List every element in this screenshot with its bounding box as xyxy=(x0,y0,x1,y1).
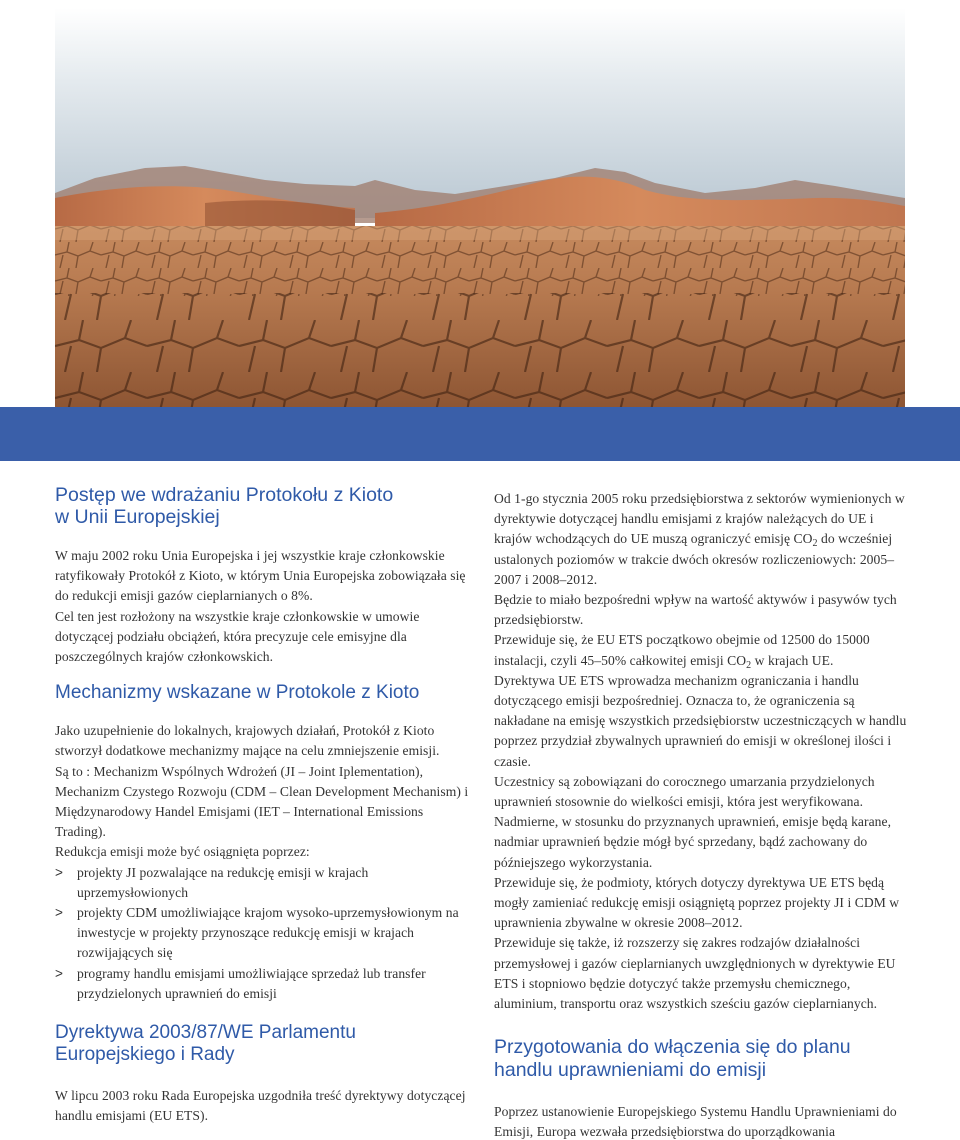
paragraph: Dyrektywa UE ETS wprowadza mechanizm ograniczania i handlu dotyczącego emisji bezpośredniej. Oznacza to, że ograniczenia są nakładane na emisję wszystkich przedsiębiorstw uczestniczących w handlu poprzez przydział zbywalnych uprawnień do emisji w określonej ilości i czasie. xyxy=(494,672,907,769)
paragraph: W lipcu 2003 roku Rada Europejska uzgodniła treść dyrektywy dotyczącej handlu emisjami (EU ETS). xyxy=(55,1088,466,1124)
paragraph: Poprzez ustanowienie Europejskiego Systemu Handlu Uprawnieniami do Emisji, Europa wezwała przedsiębiorstwa do uporządkowania xyxy=(494,1104,897,1140)
paragraph xyxy=(494,489,910,590)
heading-line: w Unii Europejskiej xyxy=(55,506,220,528)
paragraph xyxy=(494,630,910,670)
list-item xyxy=(55,863,473,903)
list-item-text: projekty CDM umożliwiające krajom wysoko-uprzemysłowionym na inwestycje w projekty przynoszące redukcję emisji w krajach rozwijających się xyxy=(77,905,459,961)
list-item xyxy=(55,903,473,964)
blue-band xyxy=(0,407,960,461)
paragraph: Będzie to miało bezpośredni wpływ na wartość aktywów i pasywów tych przedsiębiorstw. xyxy=(494,592,897,628)
text-run: do wcześniej ustalonych poziomów w trakcie dwóch okresów rozliczeniowych: 2005–2007 i 2008–2012. xyxy=(494,531,895,587)
text-run: Od 1-go stycznia 2005 roku przedsiębiorstwa z sektorów wymienionych w dyrektywie dotyczącej handlu emisjami z krajów należących do UE i krajów wchodzących do UE muszą ograniczyć emisję CO xyxy=(494,491,905,547)
heading-kyoto-mechanisms: Mechanizmy wskazane w Protokole z Kioto xyxy=(55,682,420,704)
right-column xyxy=(494,489,910,1140)
paragraph: Jako uzupełnienie do lokalnych, krajowych działań, Protokół z Kioto stworzył dodatkowe mechanizmy mające na celu zmniejszenie emisji. xyxy=(55,723,440,759)
heading-line: Europejskiego i Rady xyxy=(55,1044,235,1066)
hero-photo xyxy=(55,8,905,408)
bullet-mark: > xyxy=(55,864,63,880)
heading-line: Postęp we wdrażaniu Protokołu z Kioto xyxy=(55,484,394,506)
heading-line: Dyrektywa 2003/87/WE Parlamentu xyxy=(55,1022,356,1044)
heading-line: handlu uprawnieniami do emisji xyxy=(494,1059,767,1082)
bullet-mark: > xyxy=(55,905,63,921)
list-item-text: projekty JI pozwalające na redukcję emisji w krajach uprzemysłowionych xyxy=(77,864,369,900)
subscript: 2 xyxy=(812,538,818,550)
list-item xyxy=(55,964,473,1004)
text-run: w krajach UE. xyxy=(751,652,834,668)
paragraph: W maju 2002 roku Unia Europejska i jej wszystkie kraje członkowskie ratyfikowały Protokół z Kioto, w którym Unia Europejska zobowiązała się do redukcji emisji gazów cieplarnianych o 8%. xyxy=(55,548,466,604)
text-run: Przewiduje się, że EU ETS początkowo obejmie od 12500 do 15000 instalacji, czyli 45–50% całkowitej emisji CO xyxy=(494,632,870,668)
paragraph: Uczestnicy są zobowiązani do corocznego umarzania przydzielonych uprawnień stosownie do wielkości emisji, która jest weryfikowana. xyxy=(494,773,875,810)
bullet-mark: > xyxy=(55,965,63,981)
subscript: 2 xyxy=(746,659,752,671)
heading-directive xyxy=(55,1022,473,1066)
heading-line: Przygotowania do włączenia się do planu xyxy=(494,1036,851,1059)
heading-kyoto-progress xyxy=(55,484,473,528)
paragraph: Przewiduje się także, iż rozszerzy się zakres rodzajów działalności przemysłowej i gazów cieplarnianych uwzględnionych w dyrektywie EU ETS i stopniowo będzie dotyczyć także przemysłu chemicznego, aluminium, transportu oraz wszystkich sześciu gazów cieplarnianych. xyxy=(494,935,896,1012)
paragraph: Cel ten jest rozłożony na wszystkie kraje członkowskie w umowie dotyczącej podziału obciążeń, która precyzuje cele emisyjne dla poszczególnych krajów członkowskich. xyxy=(55,608,420,665)
bullet-list xyxy=(55,863,473,1004)
paragraph: Przewiduje się, że podmioty, których dotyczy dyrektywa UE ETS będą mogły zamieniać redukcję emisji osiągniętą poprzez projekty JI i CDM w uprawnienia zbywalne w okresie 2008–2012. xyxy=(494,874,900,931)
left-column xyxy=(55,484,473,1126)
heading-preparations xyxy=(494,1036,910,1082)
desert-cracked-earth-photo xyxy=(55,8,905,408)
paragraph: Nadmierne, w stosunku do przyznanych uprawnień, emisje będą karane, nadmiar uprawnień będzie mógł być sprzedany, bądź zachowany do późniejszego wykorzystania. xyxy=(494,814,892,870)
paragraph: Są to : Mechanizm Wspólnych Wdrożeń (JI – Joint Iplementation), Mechanizm Czystego Rozwoju (CDM – Clean Development Mechanism) i Międzynarodowy Handel Emisjami (IET – International Emissions Trading). xyxy=(55,763,469,840)
list-item-text: programy handlu emisjami umożliwiające sprzedaż lub transfer przydzielonych uprawnień do emisji xyxy=(77,965,426,1001)
paragraph: Redukcja emisji może być osiągnięta poprzez: xyxy=(55,844,310,860)
